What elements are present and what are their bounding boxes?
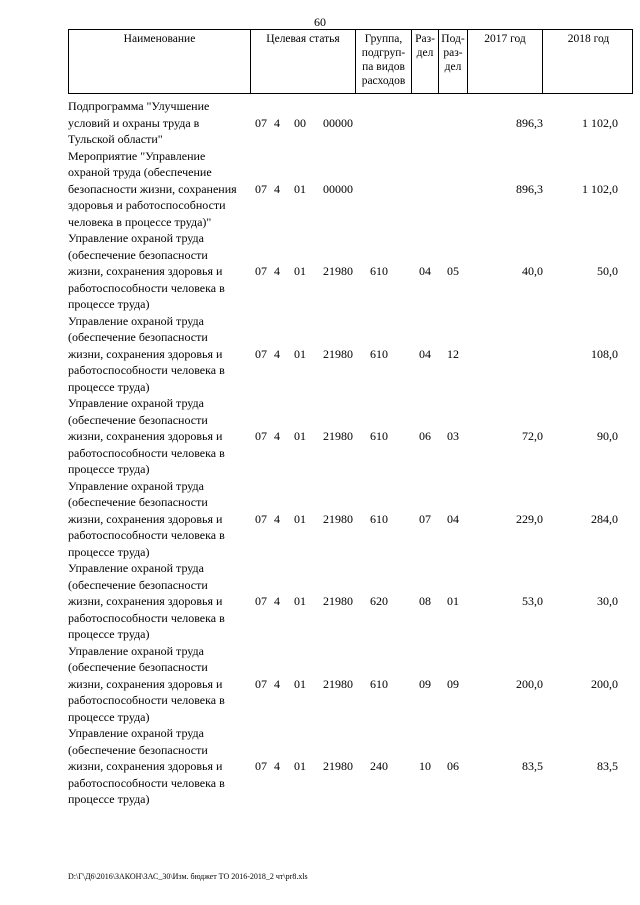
cell-2017: 83,5	[522, 759, 543, 773]
header-subsection-line: дел	[444, 61, 462, 73]
cell-code-subprogram: 4	[274, 759, 280, 773]
cell-code-program: 07	[255, 181, 267, 196]
cell-subsection: 06	[447, 759, 459, 773]
cell-2018: 90,0	[597, 429, 618, 443]
cell-code-direction: 21980	[323, 759, 353, 773]
cell-section: 04	[419, 346, 431, 361]
header-subsection-line: раз-	[443, 47, 463, 59]
cell-name: Управление охраной труда (обеспечение безопасности жизни, сохранения здоровья и работоспособности человека в процессе труда)	[68, 643, 225, 724]
cell-group: 610	[370, 429, 388, 443]
cell-code-event: 00	[294, 115, 306, 130]
header-group-line: расходов	[361, 75, 406, 87]
header-2017: 2017 год	[467, 30, 542, 93]
cell-code-event: 01	[294, 346, 306, 361]
cell-code-subprogram: 4	[274, 429, 280, 443]
cell-section: 08	[419, 594, 431, 608]
cell-name: Подпрограмма "Улучшение условий и охраны труда в Тульской области"	[68, 99, 210, 146]
cell-2017: 896,3	[516, 115, 543, 130]
table-row	[68, 478, 638, 561]
cell-code-program: 07	[255, 264, 267, 278]
table-row	[68, 643, 638, 726]
cell-2018: 50,0	[597, 264, 618, 278]
cell-2018: 1 102,0	[582, 115, 618, 130]
cell-code-program: 07	[255, 594, 267, 608]
header-group-line: Группа,	[364, 33, 403, 45]
table-row	[68, 725, 638, 808]
header-section-line: дел	[416, 47, 434, 59]
cell-code-program: 07	[255, 759, 267, 773]
cell-group: 240	[370, 759, 388, 773]
cell-name: Управление охраной труда (обеспечение безопасности жизни, сохранения здоровья и работоспособности человека в процессе труда)	[68, 396, 225, 476]
cell-code-direction: 00000	[323, 115, 353, 130]
cell-subsection: 05	[447, 264, 459, 278]
cell-name: Управление охраной труда (обеспечение безопасности жизни, сохранения здоровья и работоспособности человека в процессе труда)	[68, 478, 225, 559]
header-group-line: подгруп-	[361, 47, 406, 59]
header-section-line: Раз-	[415, 33, 435, 45]
cell-code-direction: 21980	[323, 264, 353, 278]
cell-group: 610	[370, 346, 388, 361]
cell-name: Управление охраной труда (обеспечение безопасности жизни, сохранения здоровья и работоспособности человека в процессе труда)	[68, 313, 225, 394]
header-group	[355, 30, 411, 93]
cell-2017: 53,0	[522, 594, 543, 608]
cell-code-event: 01	[294, 511, 306, 526]
cell-2017: 72,0	[522, 429, 543, 443]
table-row	[68, 560, 638, 643]
cell-code-subprogram: 4	[274, 181, 280, 196]
cell-code-event: 01	[294, 676, 306, 691]
header-subsection-line: Под-	[441, 33, 465, 45]
table-row	[68, 148, 638, 231]
header-section	[411, 30, 438, 93]
cell-section: 09	[419, 676, 431, 691]
header-group-line: па видов	[362, 61, 405, 73]
cell-2017: 40,0	[522, 264, 543, 278]
table-body	[68, 98, 638, 808]
cell-subsection: 03	[447, 429, 459, 443]
cell-2018: 1 102,0	[582, 181, 618, 196]
cell-2018: 200,0	[591, 676, 618, 691]
cell-2018: 83,5	[597, 759, 618, 773]
cell-subsection: 12	[447, 346, 459, 361]
cell-code-program: 07	[255, 511, 267, 526]
page-number: 60	[314, 15, 326, 29]
cell-section: 04	[419, 264, 431, 278]
cell-section: 06	[419, 429, 431, 443]
cell-subsection: 09	[447, 676, 459, 691]
cell-2018: 30,0	[597, 594, 618, 608]
cell-code-direction: 21980	[323, 346, 353, 361]
header-subsection	[438, 30, 467, 93]
cell-group: 610	[370, 264, 388, 278]
table-row	[68, 98, 638, 148]
table-row	[68, 313, 638, 396]
cell-code-program: 07	[255, 676, 267, 691]
table-row	[68, 395, 638, 478]
file-path-footer: D:\Г\Д6\2016\ЗАКОН\ЗАС_30\Изм. бюджет ТО 2016-2018_2 чт\pr8.xls	[68, 872, 308, 881]
cell-code-program: 07	[255, 346, 267, 361]
cell-group: 610	[370, 676, 388, 691]
cell-2017: 200,0	[516, 676, 543, 691]
header-name: Наименование	[123, 33, 196, 45]
cell-code-direction: 00000	[323, 181, 353, 196]
cell-code-event: 01	[294, 181, 306, 196]
cell-name: Управление охраной труда (обеспечение безопасности жизни, сохранения здоровья и работоспособности человека в процессе труда)	[68, 231, 225, 311]
cell-name: Управление охраной труда (обеспечение безопасности жизни, сохранения здоровья и работоспособности человека в процессе труда)	[68, 726, 225, 806]
cell-section: 10	[419, 759, 431, 773]
table-row	[68, 230, 638, 313]
cell-code-subprogram: 4	[274, 594, 280, 608]
cell-code-subprogram: 4	[274, 511, 280, 526]
cell-code-event: 01	[294, 594, 306, 608]
cell-code-program: 07	[255, 115, 267, 130]
cell-code-event: 01	[294, 264, 306, 278]
cell-code-direction: 21980	[323, 676, 353, 691]
cell-subsection: 04	[447, 511, 459, 526]
cell-code-direction: 21980	[323, 594, 353, 608]
cell-code-subprogram: 4	[274, 676, 280, 691]
cell-subsection: 01	[447, 594, 459, 608]
header-2018: 2018 год	[542, 30, 634, 93]
cell-name: Управление охраной труда (обеспечение безопасности жизни, сохранения здоровья и работоспособности человека в процессе труда)	[68, 561, 225, 641]
cell-group: 610	[370, 511, 388, 526]
cell-code-subprogram: 4	[274, 264, 280, 278]
cell-2018: 108,0	[591, 346, 618, 361]
cell-code-subprogram: 4	[274, 346, 280, 361]
cell-code-subprogram: 4	[274, 115, 280, 130]
header-target: Целевая статья	[250, 30, 355, 93]
cell-code-event: 01	[294, 429, 306, 443]
cell-code-direction: 21980	[323, 511, 353, 526]
cell-2017: 229,0	[516, 511, 543, 526]
cell-2018: 284,0	[591, 511, 618, 526]
cell-section: 07	[419, 511, 431, 526]
cell-group: 620	[370, 594, 388, 608]
cell-name: Мероприятие "Управление охраной труда (обеспечение безопасности жизни, сохранения здоровья и работоспособности человека в процессе труда)"	[68, 148, 237, 229]
cell-code-direction: 21980	[323, 429, 353, 443]
cell-code-program: 07	[255, 429, 267, 443]
cell-2017: 896,3	[516, 181, 543, 196]
cell-code-event: 01	[294, 759, 306, 773]
table-header	[68, 29, 633, 94]
